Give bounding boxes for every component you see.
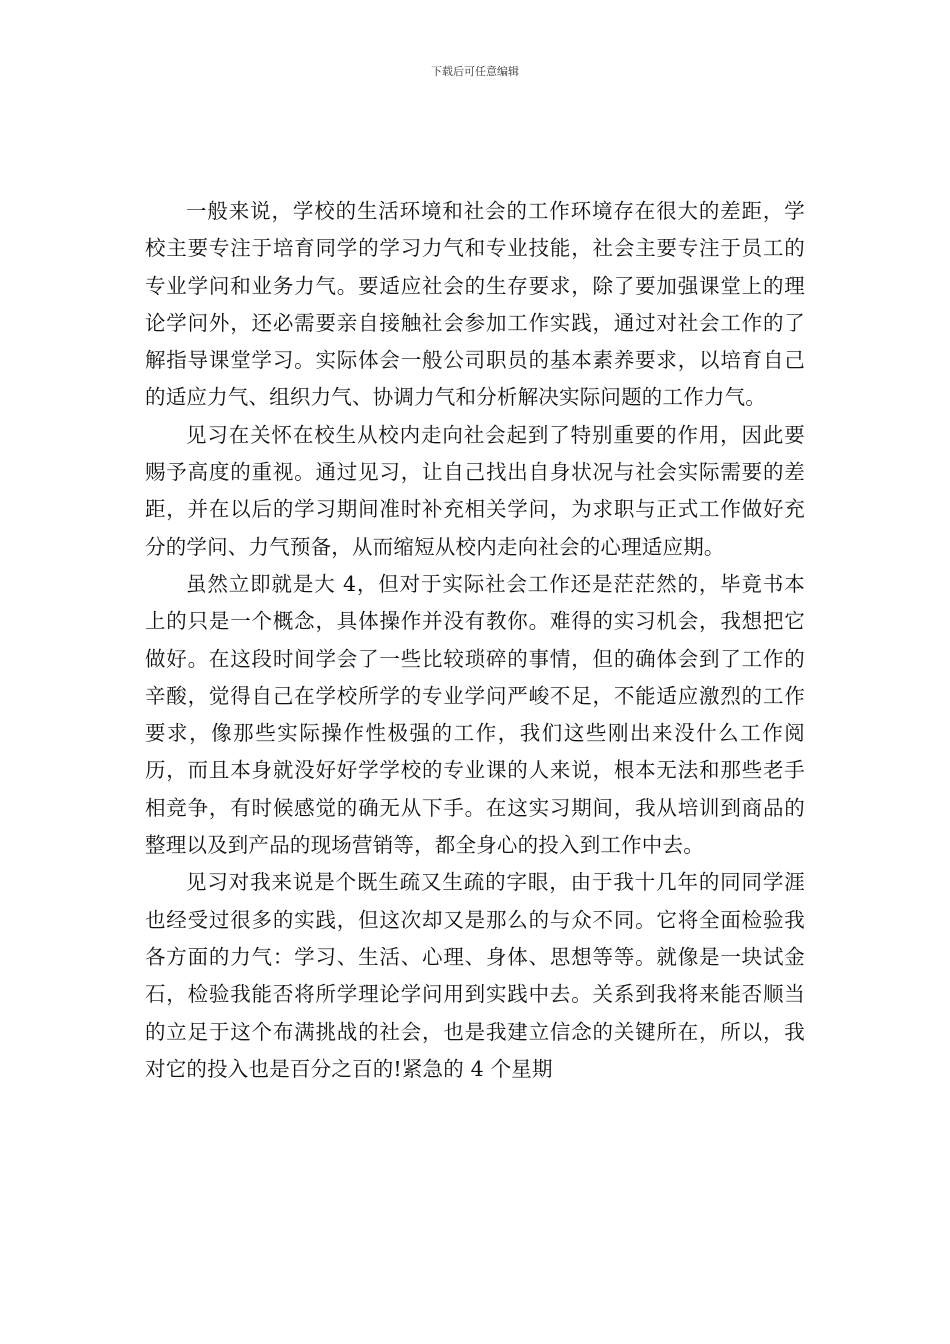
- paragraph-3: 虽然立即就是大 4，但对于实际社会工作还是茫茫然的，毕竟书本上的只是一个概念，具体操作并没有教你。难得的实习机会，我想把它做好。在这段时间学会了一些比较琐碎的事情，但的确体会到了工作的辛酸，觉得自己在学校所学的专业学问严峻不足，不能适应激烈的工作要求，像那些实际操作性极强的工作，我们这些刚出来没什么工作阅历，而且本身就没好好学学校的专业课的人来说，根本无法和那些老手相竞争，有时候感觉的确无从下手。在这实习期间，我从培训到商品的整理以及到产品的现场营销等，都全身心的投入到工作中去。: [145, 571, 805, 858]
- paragraph-1: 一般来说，学校的生活环境和社会的工作环境存在很大的差距，学校主要专注于培育同学的学习力气和专业技能，社会主要专注于员工的专业学问和业务力气。要适应社会的生存要求，除了要加强课堂上的理论学问外，还必需要亲自接触社会参加工作实践，通过对社会工作的了解指导课堂学习。实际体会一般公司职员的基本素养要求，以培育自己的适应力气、组织力气、协调力气和分析解决实际问题的工作力气。: [145, 199, 805, 410]
- page-header: 下载后可任意编辑: [431, 65, 519, 78]
- paragraph-2: 见习在关怀在校生从校内走向社会起到了特别重要的作用，因此要赐予高度的重视。通过见习，让自己找出自身状况与社会实际需要的差距，并在以后的学习期间准时补充相关学问，为求职与正式工作做好充分的学问、力气预备，从而缩短从校内走向社会的心理适应期。: [145, 422, 805, 559]
- paragraph-4: 见习对我来说是个既生疏又生疏的字眼，由于我十几年的同同学涯也经受过很多的实践，但这次却又是那么的与众不同。它将全面检验我各方面的力气：学习、生活、心理、身体、思想等等。就像是一块试金石，检验我能否将所学理论学问用到实践中去。关系到我将来能否顺当的立足于这个布满挑战的社会，也是我建立信念的关键所在，所以，我对它的投入也是百分之百的!紧急的 4 个星期: [145, 870, 805, 1081]
- document-body: [145, 193, 805, 1088]
